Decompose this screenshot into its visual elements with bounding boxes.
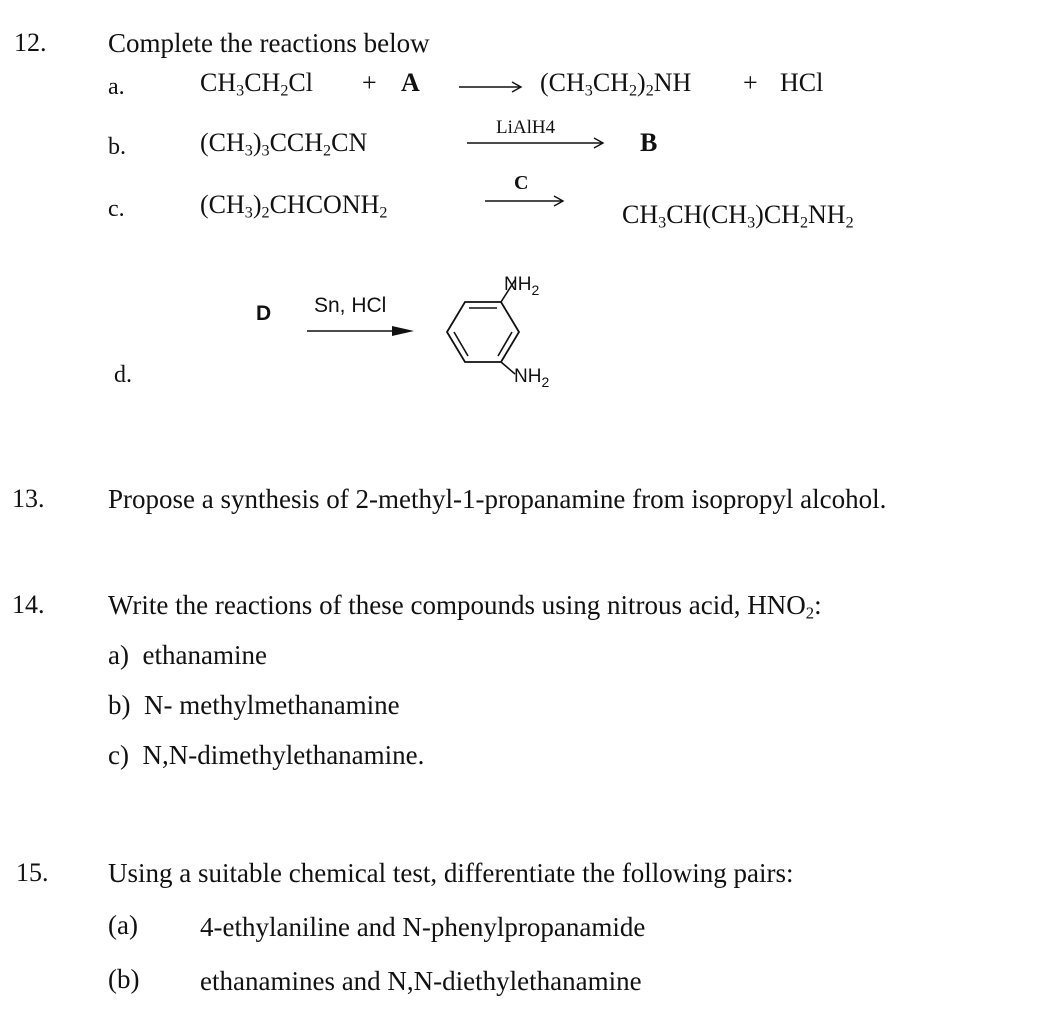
- question-15-number: 15.: [16, 858, 49, 887]
- question-15-text: Using a suitable chemical test, differentiate the following pairs:: [108, 858, 794, 888]
- reaction-a-byproduct: HCl: [780, 68, 824, 97]
- reagent-lialh4: LiAlH4: [496, 117, 556, 138]
- reaction-c-arrow: [484, 194, 566, 208]
- reaction-a-plus-2: +: [743, 68, 758, 97]
- question-14-number: 14.: [12, 590, 45, 619]
- question-15-item-b-text: ethanamines and N,N-diethylethanamine: [200, 966, 642, 996]
- question-13-number: 13.: [12, 484, 45, 513]
- reaction-d-arrow: [306, 323, 416, 339]
- question-15-item-a-label: (a): [108, 910, 138, 940]
- amine-label-top: $NH_2$: [504, 274, 540, 298]
- reaction-d-label: d.: [114, 362, 132, 388]
- reaction-b-arrow: [466, 136, 606, 150]
- reagent-c: C: [514, 172, 529, 194]
- question-14-item-a: a) ethanamine: [108, 640, 267, 670]
- product-b: B: [640, 128, 658, 157]
- question-15-item-b-label: (b): [108, 964, 140, 994]
- reaction-b-reactant: $(CH_3)_3CCH_2CN$: [200, 128, 368, 160]
- reaction-b-label: b.: [108, 134, 126, 160]
- reaction-a-product: $(CH_3CH_2)_2NH$: [540, 68, 692, 100]
- question-15-item-a-text: 4-ethylaniline and N-phenylpropanamide: [200, 912, 646, 942]
- reagent-a: A: [401, 68, 420, 97]
- reaction-a-reactant: $CH_3CH_2Cl$: [200, 68, 313, 100]
- question-13-text: Propose a synthesis of 2-methyl-1-propanamine from isopropyl alcohol.: [108, 484, 887, 514]
- question-14-text: Write the reactions of these compounds using nitrous acid, $HNO_2$:: [108, 590, 822, 623]
- question-12-number: 12.: [14, 28, 47, 57]
- reagent-sn-hcl: Sn, HCl: [314, 294, 387, 317]
- reaction-a-plus: +: [362, 68, 377, 97]
- question-12-title: Complete the reactions below: [108, 28, 430, 58]
- reaction-a-label: a.: [108, 74, 125, 100]
- reactant-d: D: [256, 302, 272, 325]
- o-phenylenediamine-structure: [420, 262, 580, 392]
- reaction-c-label: c.: [108, 196, 125, 222]
- question-14-item-c: c) N,N-dimethylethanamine.: [108, 740, 425, 770]
- reaction-c-reactant: $(CH_3)_2CHCONH_2$: [200, 190, 388, 222]
- amine-label-bottom: $NH_2$: [514, 366, 550, 390]
- reaction-a-arrow: [458, 80, 524, 94]
- reaction-c-product: $CH_3CH(CH_3)CH_2NH_2$: [622, 200, 854, 232]
- question-14-item-b: b) N- methylmethanamine: [108, 690, 400, 720]
